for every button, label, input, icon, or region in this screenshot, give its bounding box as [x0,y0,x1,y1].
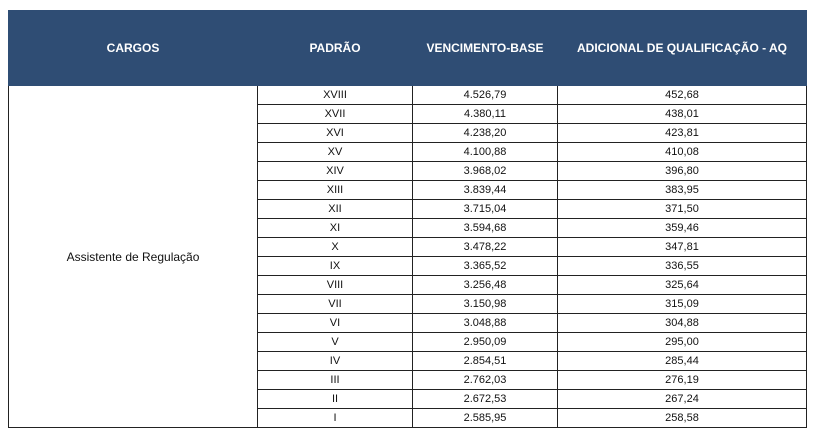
padrao-cell: XI [258,219,413,238]
adicional-qualificacao-cell: 304,88 [558,314,807,333]
vencimento-base-cell: 2.585,95 [413,409,558,428]
adicional-qualificacao-cell: 410,08 [558,143,807,162]
header-vencimento-base: VENCIMENTO-BASE [413,11,558,86]
vencimento-base-cell: 2.950,09 [413,333,558,352]
adicional-qualificacao-cell: 325,64 [558,276,807,295]
vencimento-base-cell: 3.715,04 [413,200,558,219]
padrao-cell: VII [258,295,413,314]
adicional-qualificacao-cell: 423,81 [558,124,807,143]
header-adicional-qualificacao: ADICIONAL DE QUALIFICAÇÃO - AQ [558,11,807,86]
vencimento-base-cell: 3.594,68 [413,219,558,238]
header-padrao: PADRÃO [258,11,413,86]
adicional-qualificacao-cell: 295,00 [558,333,807,352]
adicional-qualificacao-cell: 258,58 [558,409,807,428]
padrao-cell: V [258,333,413,352]
vencimento-base-cell: 3.256,48 [413,276,558,295]
adicional-qualificacao-cell: 285,44 [558,352,807,371]
header-cargos: CARGOS [9,11,258,86]
padrao-cell: VI [258,314,413,333]
vencimento-base-cell: 4.526,79 [413,86,558,105]
vencimento-base-cell: 4.100,88 [413,143,558,162]
adicional-qualificacao-cell: 347,81 [558,238,807,257]
padrao-cell: XVII [258,105,413,124]
padrao-cell: II [258,390,413,409]
salary-table-container [8,10,806,428]
padrao-cell: I [258,409,413,428]
padrao-cell: XIV [258,162,413,181]
vencimento-base-cell: 2.672,53 [413,390,558,409]
vencimento-base-cell: 3.839,44 [413,181,558,200]
adicional-qualificacao-cell: 315,09 [558,295,807,314]
cargo-cell: Assistente de Regulação [9,86,258,428]
adicional-qualificacao-cell: 452,68 [558,86,807,105]
padrao-cell: XVIII [258,86,413,105]
padrao-cell: X [258,238,413,257]
adicional-qualificacao-cell: 359,46 [558,219,807,238]
padrao-cell: IX [258,257,413,276]
vencimento-base-cell: 3.048,88 [413,314,558,333]
adicional-qualificacao-cell: 371,50 [558,200,807,219]
adicional-qualificacao-cell: 438,01 [558,105,807,124]
padrao-cell: XVI [258,124,413,143]
salary-table [8,10,807,428]
adicional-qualificacao-cell: 383,95 [558,181,807,200]
padrao-cell: III [258,371,413,390]
table-header-row [9,11,807,86]
adicional-qualificacao-cell: 396,80 [558,162,807,181]
vencimento-base-cell: 2.762,03 [413,371,558,390]
padrao-cell: VIII [258,276,413,295]
vencimento-base-cell: 3.478,22 [413,238,558,257]
padrao-cell: XV [258,143,413,162]
table-body [9,86,807,428]
vencimento-base-cell: 2.854,51 [413,352,558,371]
padrao-cell: IV [258,352,413,371]
adicional-qualificacao-cell: 267,24 [558,390,807,409]
vencimento-base-cell: 3.150,98 [413,295,558,314]
padrao-cell: XII [258,200,413,219]
vencimento-base-cell: 4.380,11 [413,105,558,124]
vencimento-base-cell: 4.238,20 [413,124,558,143]
vencimento-base-cell: 3.365,52 [413,257,558,276]
vencimento-base-cell: 3.968,02 [413,162,558,181]
adicional-qualificacao-cell: 276,19 [558,371,807,390]
adicional-qualificacao-cell: 336,55 [558,257,807,276]
padrao-cell: XIII [258,181,413,200]
table-row [9,86,807,105]
